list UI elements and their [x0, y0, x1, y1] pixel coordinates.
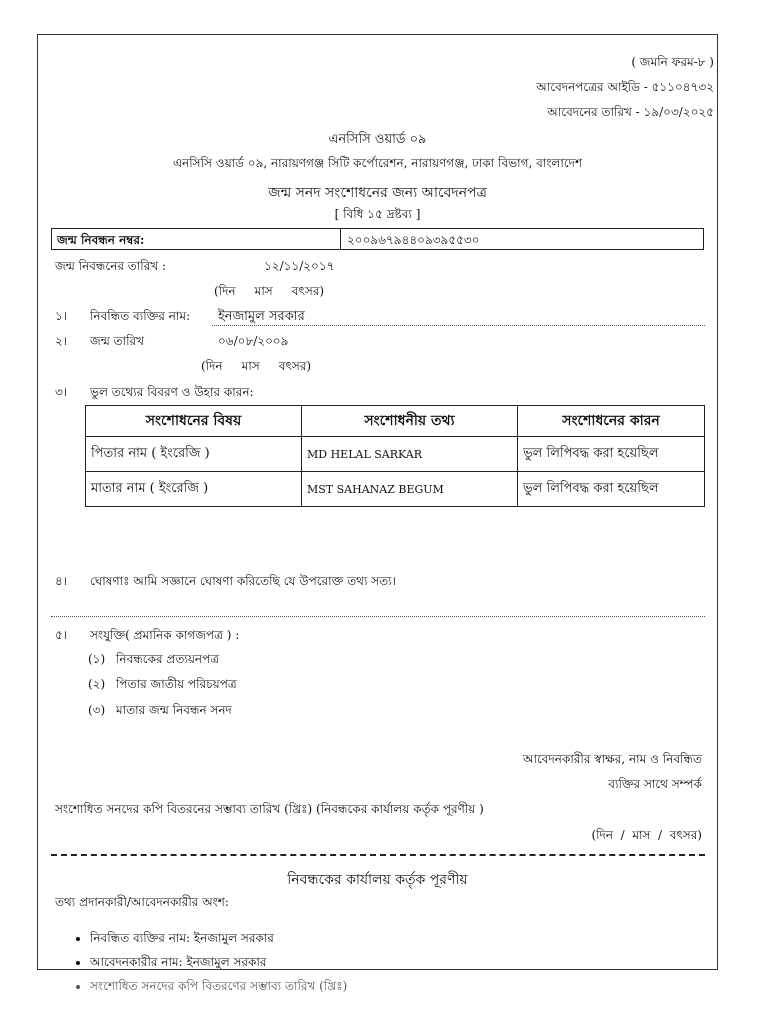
section-divider	[51, 854, 705, 856]
corrections-table	[85, 405, 705, 507]
corrections-heading: ভুল তথ্যের বিবরণ ও উহার কারন:	[90, 385, 254, 399]
declaration-text: ঘোষণাঃ আমি সজ্ঞানে ঘোষণা করিতেছি যে উপরোক্ত তথ্য সত্য।	[90, 574, 396, 588]
list-item: • সংশোধিত সনদের কপি বিতরণের সম্ভাব্য তারিখ (খ্রিঃ)	[90, 974, 347, 998]
rule-reference: [ বিধি ১৫ দ্রষ্টব্য ]	[334, 207, 421, 221]
registration-number-box	[51, 228, 704, 250]
name-label: নিবন্ধিত ব্যক্তির নাম:	[90, 309, 191, 323]
attachment-text: নিবন্ধকের প্রত্যয়নপত্র	[116, 652, 220, 666]
office-section-subtitle: তথ্য প্রদানকারী/আবেদনকারীর অংশ:	[55, 895, 229, 909]
dob-hint: (দিন মাস বৎসর)	[201, 359, 312, 373]
office-bullet-list	[60, 926, 347, 998]
name-item-number: ১।	[55, 309, 68, 323]
dob-label: জন্ম তারিখ	[90, 334, 145, 348]
list-item: • নিবন্ধিত ব্যক্তির নাম: ইনজামুল সরকার	[90, 926, 347, 950]
signature-line-1: আবেদনকারীর স্বাক্ষর, নাম ও নিবন্ধিত	[522, 752, 702, 766]
row-reason: ভুল লিপিবদ্ধ করা হয়েছিল	[518, 472, 705, 507]
row-subject: পিতার নাম ( ইংরেজি )	[86, 437, 302, 472]
application-date: আবেদনের তারিখ - ১৯/০৩/২০২৫	[547, 105, 714, 119]
row-subject: মাতার নাম ( ইংরেজি )	[86, 472, 302, 507]
dob-item-number: ২।	[55, 334, 68, 348]
declaration-item-number: ৪।	[55, 574, 68, 588]
registration-date-label: জন্ম নিবন্ধনের তারিখ :	[55, 259, 167, 273]
corrections-header-row	[86, 406, 705, 437]
registration-date-hint: (দিন মাস বৎসর)	[214, 284, 325, 298]
column-header-subject: সংশোধনের বিষয়	[86, 406, 302, 437]
registration-number-label: জন্ম নিবন্ধন নম্বর:	[52, 229, 341, 249]
name-value: ইনজামুল সরকার	[218, 309, 305, 324]
delivery-date-hint: (দিন / মাস / বৎসর)	[591, 828, 702, 842]
registration-date-value: ১২/১১/২০১৭	[264, 259, 335, 273]
office-address: এনসিসি ওয়ার্ড ০৯, নারায়ণগঞ্জ সিটি কর্পোরেশন, নারায়ণগঞ্জ, ঢাকা বিভাগ, বাংলাদেশ	[172, 156, 583, 170]
row-correct-info: MD HELAL SARKAR	[302, 437, 518, 472]
attachment-number: (৩)	[88, 703, 106, 717]
attachments-item-number: ৫।	[55, 628, 68, 642]
column-header-correct-info: সংশোধনীয় তথ্য	[302, 406, 518, 437]
name-dotted-line	[212, 325, 705, 326]
row-correct-info: MST SAHANAZ BEGUM	[302, 472, 518, 507]
office-name: এনসিসি ওয়ার্ড ০৯	[328, 132, 427, 147]
attachment-text: মাতার জন্ম নিবন্ধন সনদ	[116, 703, 232, 717]
office-section-title: নিবন্ধকের কার্যালয় কর্তৃক পূরণীয়	[287, 872, 468, 888]
column-header-reason: সংশোধনের কারন	[518, 406, 705, 437]
attachments-heading: সংযুক্তি( প্রমানিক কাগজপত্র ) :	[90, 628, 240, 642]
page-title: জন্ম সনদ সংশোধনের জন্য আবেদনপত্র	[268, 185, 487, 201]
list-item: • আবেদনকারীর নাম: ইনজামুল সরকার	[90, 950, 347, 974]
form-number: ( জমনি ফরম-৮ )	[631, 55, 714, 69]
corrections-item-number: ৩।	[55, 385, 68, 399]
application-id: আবেদনপত্রের আইডি - ৫১১০৪৭৩২	[536, 80, 714, 94]
attachment-number: (২)	[88, 677, 106, 691]
declaration-dotted-line	[51, 616, 705, 617]
dob-value: ০৬/০৮/২০০৯	[218, 334, 289, 348]
table-row	[86, 437, 705, 472]
signature-line-2: ব্যক্তির সাথে সম্পর্ক	[608, 777, 702, 791]
row-reason: ভুল লিপিবদ্ধ করা হয়েছিল	[518, 437, 705, 472]
registration-number-value: ২০০৯৬৭৯৪৪০৯৩৯৫৫৩০	[347, 233, 480, 247]
table-row	[86, 472, 705, 507]
attachment-text: পিতার জাতীয় পরিচয়পত্র	[116, 677, 237, 691]
attachment-number: (১)	[88, 652, 106, 666]
delivery-date-text: সংশোধিত সনদের কপি বিতরনের সম্ভাব্য তারিখ (খ্রিঃ) (নিবন্ধকের কার্যালয় কর্তৃক পূরণীয় )	[55, 802, 484, 816]
